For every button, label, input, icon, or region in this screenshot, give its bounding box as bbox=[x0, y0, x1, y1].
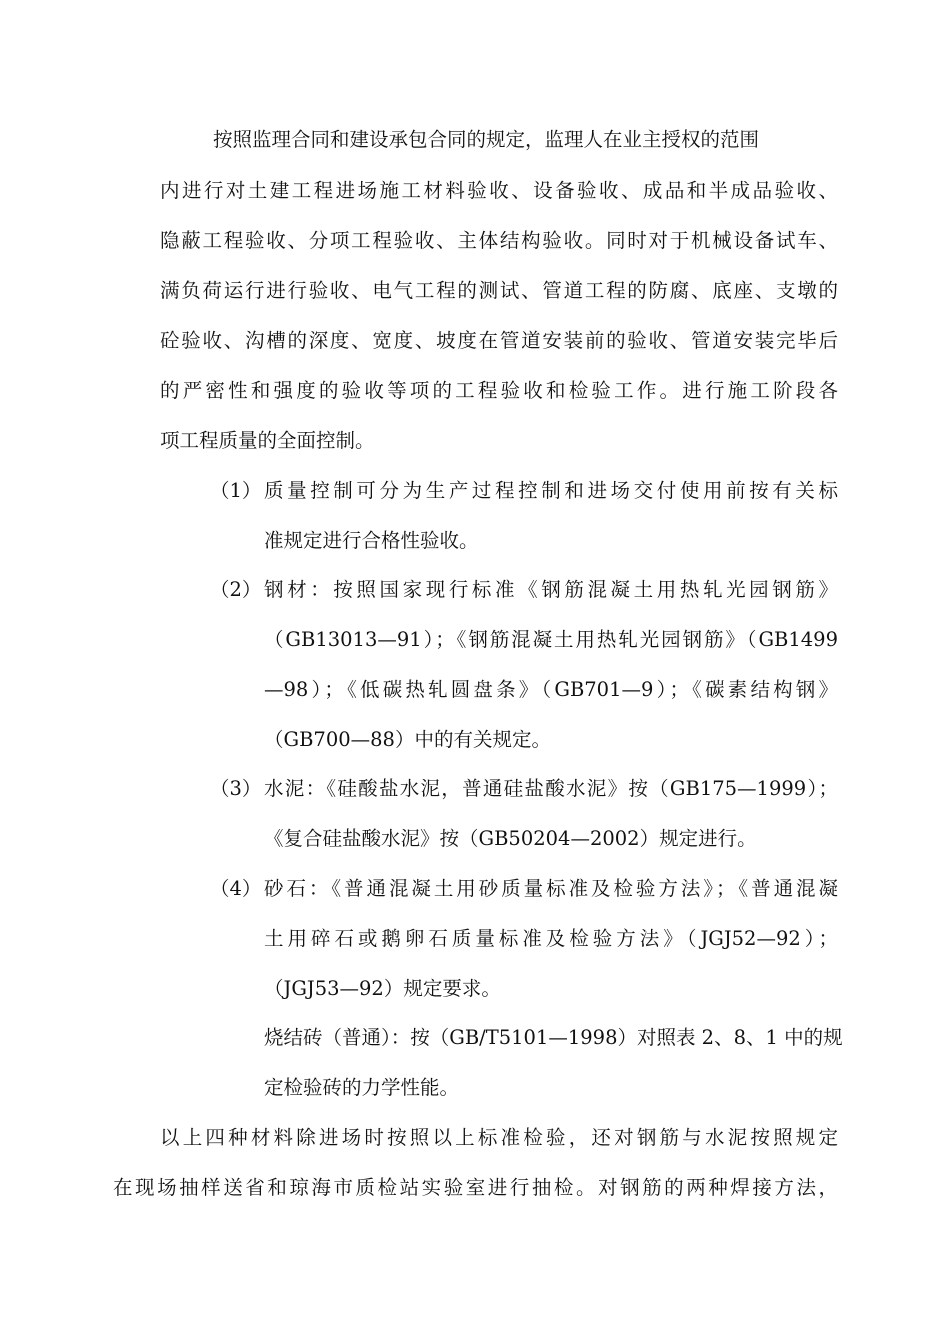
item-line: —98）；《低碳热轧圆盘条》（GB701—9）；《碳素结构钢》 bbox=[264, 678, 838, 701]
intro-line: 砼验收、沟槽的深度、宽度、坡度在管道安装前的验收、管道安装完毕后 bbox=[160, 329, 838, 352]
item-line: 准规定进行合格性验收。 bbox=[264, 529, 479, 552]
intro-line: 的严密性和强度的验收等项的工程验收和检验工作。进行施工阶段各 bbox=[160, 379, 838, 402]
item-line: 烧结砖（普通）：按（GB/T5101—1998）对照表 2、8、1 中的规 bbox=[264, 1026, 843, 1049]
closing-line: 以上四种材料除进场时按照以上标准检验，还对钢筋与水泥按照规定 bbox=[160, 1126, 838, 1149]
item-line: 砂石：《普通混凝土用砂质量标准及检验方法》；《普通混凝 bbox=[264, 877, 838, 900]
item-line: 定检验砖的力学性能。 bbox=[264, 1076, 460, 1099]
item-number: （3） bbox=[210, 777, 262, 800]
intro-line: 满负荷运行进行验收、电气工程的测试、管道工程的防腐、底座、支墩的 bbox=[160, 279, 838, 302]
item-line: （JGJ53—92）规定要求。 bbox=[264, 977, 501, 1000]
intro-line: 项工程质量的全面控制。 bbox=[160, 429, 375, 452]
item-line: 《复合硅盐酸水泥》按（GB50204—2002）规定进行。 bbox=[264, 827, 757, 850]
item-line: （GB13013—91）；《钢筋混凝土用热轧光园钢筋》（GB1499 bbox=[264, 628, 838, 651]
intro-line: 内进行对土建工程进场施工材料验收、设备验收、成品和半成品验收、 bbox=[160, 179, 838, 202]
intro-line: 隐蔽工程验收、分项工程验收、主体结构验收。同时对于机械设备试车、 bbox=[160, 229, 838, 252]
item-line: 质量控制可分为生产过程控制和进场交付使用前按有关标 bbox=[264, 479, 838, 502]
closing-line: 在现场抽样送省和琼海市质检站实验室进行抽检。对钢筋的两种焊接方法， bbox=[113, 1176, 838, 1199]
item-number: （4） bbox=[210, 877, 262, 900]
item-line: 土用碎石或鹅卵石质量标准及检验方法》（JGJ52—92）； bbox=[264, 927, 838, 950]
item-number: （2） bbox=[210, 578, 262, 601]
item-line: （GB700—88）中的有关规定。 bbox=[264, 728, 551, 751]
intro-line: 按照监理合同和建设承包合同的规定，监理人在业主授权的范围 bbox=[213, 128, 760, 151]
item-number: （1） bbox=[210, 479, 262, 502]
item-line: 钢材：按照国家现行标准《钢筋混凝土用热轧光园钢筋》 bbox=[264, 578, 838, 601]
item-line: 水泥：《硅酸盐水泥，普通硅盐酸水泥》按（GB175—1999）； bbox=[264, 777, 838, 800]
